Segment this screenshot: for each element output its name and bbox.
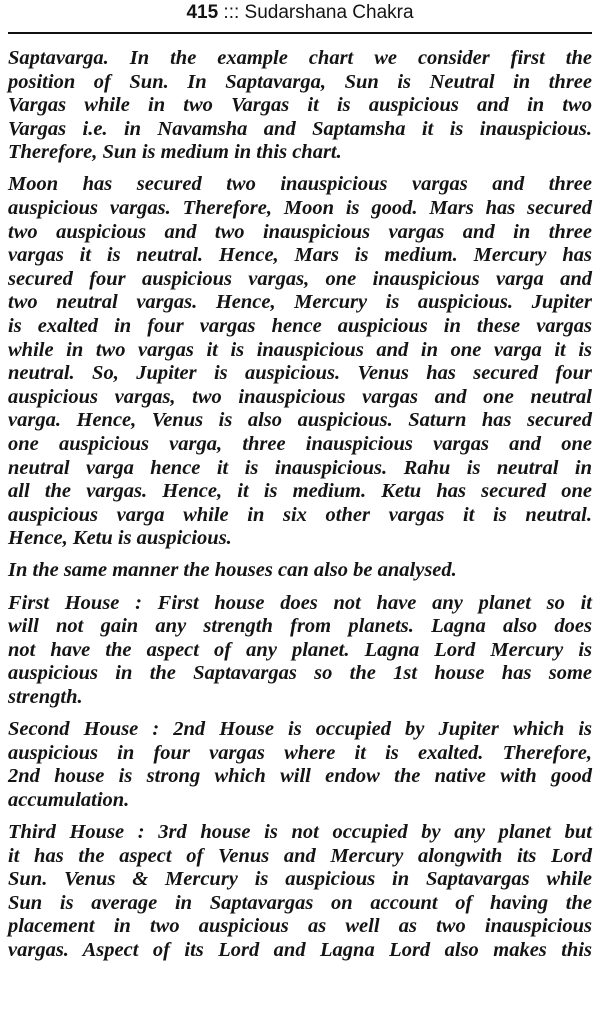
text-line: Therefore, Sun is medium in this chart. — [8, 141, 342, 164]
text-line: Hence, Ketu is auspicious. — [8, 527, 232, 550]
text-line: one auspicious varga, three inauspicious vargas and one — [8, 433, 592, 455]
text-line: vargas. Aspect of its Lord and Lagna Lord also makes this — [8, 938, 592, 961]
text-line: Vargas i.e. in Navamsha and Saptamsha it is inauspicious. — [8, 117, 592, 140]
text-line: Second House : 2nd House is occupied by Jupiter which is — [8, 718, 592, 741]
text-line: Moon has secured two inauspicious vargas and three — [8, 173, 592, 196]
text-line: Third House : 3rd house is not occupied by any planet but — [8, 820, 592, 843]
text-line: auspicious vargas. Therefore, Moon is good. Mars has secured — [8, 197, 592, 220]
paragraph — [8, 559, 592, 583]
header-rule — [8, 32, 592, 34]
text-line: 2nd house is strong which will endow the native with good — [8, 765, 592, 788]
text-line: First House : First house does not have any planet so it — [8, 591, 592, 614]
text-line: all the vargas. Hence, it is medium. Ketu has secured one — [8, 480, 592, 503]
text-line: it has the aspect of Venus and Mercury alongwith its Lord — [8, 844, 592, 867]
text-line: is exalted in four vargas hence auspicious in these vargas — [8, 315, 592, 338]
text-line: two auspicious and two inauspicious vargas and in three — [8, 220, 592, 243]
text-line: Sun. Venus & Mercury is auspicious in Saptavargas while — [8, 868, 592, 891]
text-line: will not gain any strength from planets. Lagna also does — [8, 615, 592, 638]
text-line: auspicious vargas, two inauspicious vargas and one neutral — [8, 385, 592, 408]
text-line: auspicious in four vargas where it is exalted. Therefore, — [8, 741, 592, 764]
text-line: vargas it is neutral. Hence, Mars is medium. Mercury has — [8, 244, 592, 267]
text-line: Saptavarga. In the example chart we consider first the — [8, 47, 592, 69]
text-line: secured four auspicious vargas, one inauspicious varga and — [8, 267, 592, 290]
paragraph — [8, 592, 592, 710]
book-title: Sudarshana Chakra — [244, 2, 414, 23]
text-line: auspicious in the Saptavargas so the 1st house has some — [8, 662, 592, 685]
text-line: placement in two auspicious as well as two inauspicious — [8, 915, 592, 938]
page-header — [0, 2, 600, 24]
text-line: strength. — [8, 685, 83, 708]
text-line: not have the aspect of any planet. Lagna Lord Mercury is — [8, 638, 592, 661]
paragraph — [8, 47, 592, 165]
text-line: neutral. So, Jupiter is auspicious. Venus has secured four — [8, 362, 592, 385]
text-line: varga. Hence, Venus is also auspicious. Saturn has secured — [8, 409, 592, 432]
text-line: In the same manner the houses can also be analysed. — [8, 559, 457, 582]
paragraph — [8, 173, 592, 551]
text-line: two neutral vargas. Hence, Mercury is auspicious. Jupiter — [8, 291, 592, 314]
text-line: position of Sun. In Saptavarga, Sun is Neutral in three — [8, 70, 592, 93]
paragraph — [8, 821, 592, 963]
header-separator: ::: — [223, 2, 240, 23]
text-line: while in two vargas it is inauspicious and in one varga it is — [8, 338, 592, 361]
text-line: Vargas while in two Vargas it is auspicious and in two — [8, 94, 592, 117]
page-number: 415 — [186, 2, 219, 23]
page-body — [8, 47, 592, 971]
text-line: Sun is average in Saptavargas on account of having the — [8, 891, 592, 914]
text-line: neutral varga hence it is inauspicious. Rahu is neutral in — [8, 456, 592, 479]
text-line: auspicious varga while in six other vargas it is neutral. — [8, 503, 592, 526]
text-line: accumulation. — [8, 788, 130, 811]
paragraph — [8, 718, 592, 812]
